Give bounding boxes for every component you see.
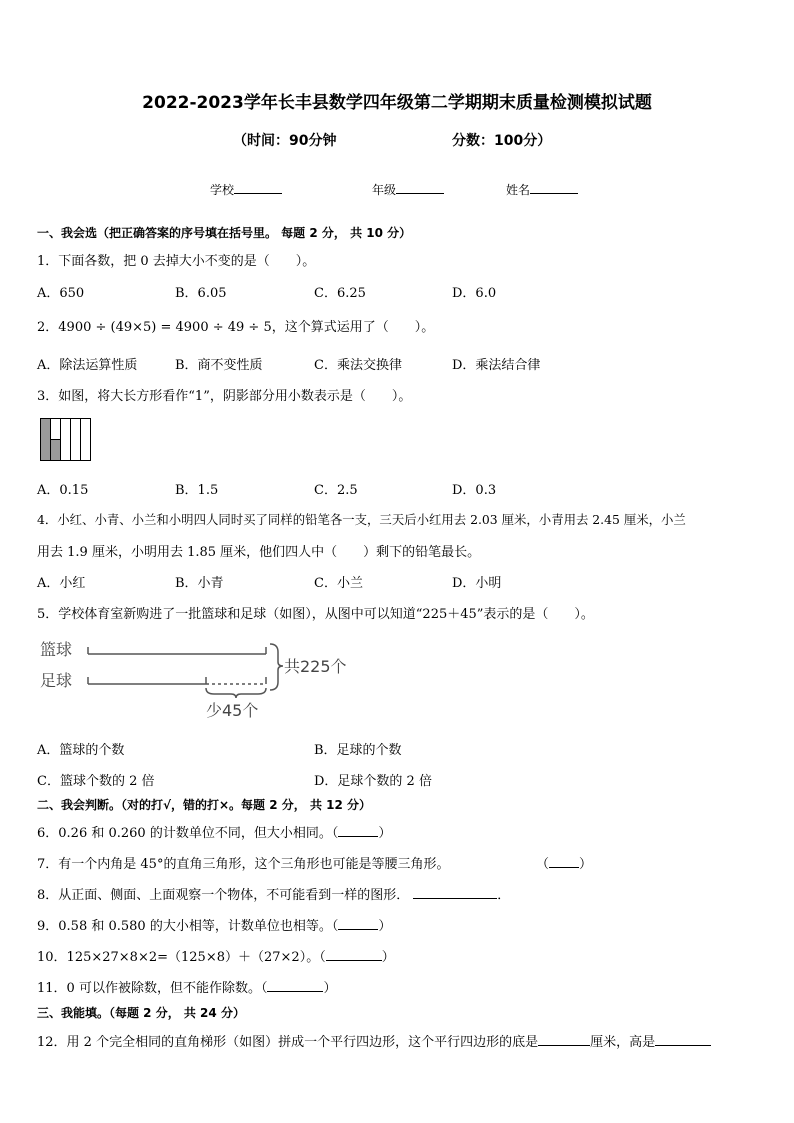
basketball-label: 篮球 <box>40 640 73 659</box>
q10-text: 10．125×27×8×2=（125×8）＋（27×2）。（ <box>37 950 326 965</box>
close-paren: ） <box>579 857 593 872</box>
time-info: （时间：90分钟 <box>233 133 337 149</box>
q2-option-d[interactable]: D．乘法结合律 <box>452 358 541 373</box>
q4-option-b[interactable]: B．小青 <box>175 576 224 591</box>
name-field <box>506 181 578 198</box>
q5-option-c[interactable]: C．篮球个数的 2 倍 <box>37 774 155 789</box>
question-6 <box>37 822 391 841</box>
section-2-title: 二、我会判断。（对的打√，错的打×。每题 2 分， 共 12 分） <box>37 798 371 812</box>
score-info: 分数：100分） <box>452 133 552 149</box>
grade-field <box>372 181 444 198</box>
q1-option-a[interactable]: A．650 <box>37 286 85 301</box>
section-1-title: 一、我会选（把正确答案的序号填在括号里。 每题 2 分， 共 10 分） <box>37 226 412 240</box>
school-field <box>210 181 282 198</box>
total-label: 共225个 <box>284 657 347 676</box>
q5-segment-diagram <box>38 636 368 722</box>
football-label: 足球 <box>40 671 73 690</box>
section-3-title: 三、我能填。（每题 2 分， 共 24 分） <box>37 1006 245 1020</box>
q5-option-a[interactable]: A．篮球的个数 <box>37 743 125 758</box>
q6-answer-blank[interactable] <box>338 824 378 837</box>
q9-answer-blank[interactable] <box>338 917 378 930</box>
close-paren: ） <box>323 981 337 996</box>
page-title: 2022-2023学年长丰县数学四年级第二学期期末质量检测模拟试题 <box>142 93 652 113</box>
q3-option-d[interactable]: D．0.3 <box>452 483 497 498</box>
grade-label: 年级 <box>372 183 397 197</box>
question-4-line1: 4．小红、小青、小兰和小明四人同时买了同样的铅笔各一支，三天后小红用去 2.03 厘米，小青用去 2.45 厘米，小兰 <box>37 512 686 527</box>
q12-base-blank[interactable] <box>538 1033 590 1046</box>
q2-option-a[interactable]: A．除法运算性质 <box>37 358 138 373</box>
question-12 <box>37 1031 711 1050</box>
close-paren: ） <box>378 919 392 934</box>
question-10 <box>37 946 395 965</box>
q4-option-a[interactable]: A．小红 <box>37 576 86 591</box>
question-1: 1．下面各数，把 0 去掉大小不变的是（ ）。 <box>37 254 316 269</box>
close-paren: ） <box>381 950 395 965</box>
less-label: 少45个 <box>206 701 259 720</box>
question-8 <box>37 884 510 903</box>
grade-blank[interactable] <box>396 181 444 194</box>
half-shaded-column <box>51 440 61 461</box>
school-label: 学校 <box>210 183 235 197</box>
total-brace <box>270 644 283 690</box>
q1-option-d[interactable]: D．6.0 <box>452 286 497 301</box>
question-4-line2: 用去 1.9 厘米，小明用去 1.85 厘米，他们四人中（ ）剩下的铅笔最长。 <box>37 545 481 560</box>
q3-option-b[interactable]: B．1.5 <box>175 483 219 498</box>
less-brace <box>206 688 266 698</box>
q5-option-b[interactable]: B．足球的个数 <box>314 743 402 758</box>
q4-option-c[interactable]: C．小兰 <box>314 576 363 591</box>
q7-answer <box>536 853 592 872</box>
question-7: 7．有一个内角是 45°的直角三角形，这个三角形也可能是等腰三角形。 <box>37 857 450 872</box>
q4-option-d[interactable]: D．小明 <box>452 576 502 591</box>
name-blank[interactable] <box>530 181 578 194</box>
period: ． <box>497 888 511 903</box>
close-paren: ） <box>378 826 392 841</box>
question-2: 2．4900 ÷ (49×5) = 4900 ÷ 49 ÷ 5，这个算式运用了（ ）。 <box>37 320 435 335</box>
q12-text-a: 12．用 2 个完全相同的直角梯形（如图）拼成一个平行四边形，这个平行四边形的底是 <box>37 1035 539 1050</box>
q11-text: 11．0 可以作被除数，但不能作除数。（ <box>37 981 268 996</box>
question-3: 3．如图，将大长方形看作“1”，阴影部分用小数表示是（ ）。 <box>37 389 412 404</box>
q2-option-b[interactable]: B．商不变性质 <box>175 358 263 373</box>
question-9 <box>37 915 391 934</box>
q10-answer-blank[interactable] <box>326 948 382 961</box>
q1-option-c[interactable]: C．6.25 <box>314 286 366 301</box>
q5-option-d[interactable]: D．足球个数的 2 倍 <box>314 774 432 789</box>
school-blank[interactable] <box>234 181 282 194</box>
q7-answer-blank[interactable] <box>549 855 579 868</box>
open-paren: （ <box>536 857 550 872</box>
q11-answer-blank[interactable] <box>267 979 323 992</box>
question-5: 5．学校体育室新购进了一批篮球和足球（如图），从图中可以知道“225＋45”表示的是（ ）。 <box>37 607 594 622</box>
q9-text: 9．0.58 和 0.580 的大小相等，计数单位也相等。（ <box>37 919 339 934</box>
q3-rectangle-figure <box>40 418 94 462</box>
question-11 <box>37 977 336 996</box>
q2-option-c[interactable]: C．乘法交换律 <box>314 358 402 373</box>
q8-answer-blank[interactable] <box>413 886 497 899</box>
q3-option-a[interactable]: A．0.15 <box>37 483 89 498</box>
q3-option-c[interactable]: C．2.5 <box>314 483 358 498</box>
shaded-column <box>41 419 51 461</box>
q1-option-b[interactable]: B．6.05 <box>175 286 227 301</box>
q12-height-blank[interactable] <box>655 1033 711 1046</box>
q8-text: 8．从正面、侧面、上面观察一个物体，不可能看到一样的图形． <box>37 888 410 903</box>
q6-text: 6．0.26 和 0.260 的计数单位不同，但大小相同。（ <box>37 826 339 841</box>
q12-text-b: 厘米，高是 <box>590 1035 656 1050</box>
name-label: 姓名 <box>506 183 531 197</box>
